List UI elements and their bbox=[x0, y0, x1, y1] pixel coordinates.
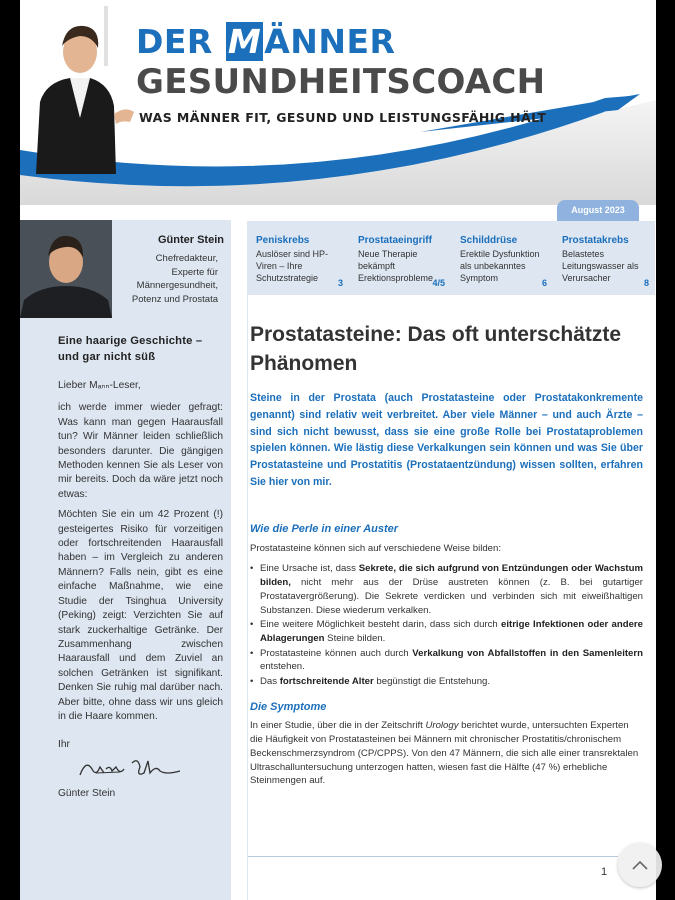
main-article bbox=[247, 295, 655, 900]
editorial-paragraph: ich werde immer wieder gefragt: Was kann man gegen Haarausfall tun? Wir Männer leiden schließlich besonders darunter. Die gängigen Methoden kennen Sie als Leser von mir bereits. Doch da wäre jetzt noch etwas: bbox=[58, 402, 223, 500]
topic-title: Prostatakrebs bbox=[562, 235, 629, 246]
section-heading: Die Symptome bbox=[250, 700, 327, 713]
topic-desc: Belastetes Leitungswasser als Verursacher bbox=[562, 249, 639, 283]
magazine-page bbox=[20, 0, 656, 900]
brand-tagline: WAS MÄNNER FIT, GESUND UND LEISTUNGSFÄHIG HÄLT bbox=[139, 110, 547, 125]
author-role: Chefredakteur, Experte für Männergesundheit, Potenz und Prostata bbox=[131, 253, 218, 305]
topic-desc: Erektile Dysfunktion als unbekanntes Symptom bbox=[460, 249, 540, 283]
section-paragraph: In einer Studie, über die in der Zeitschrift Urology berichtet wurde, untersuchten Experten die Häufigkeit von Prostatasteinen bei Männern mit chronischer Prostatitis/chronischem Beckenschmerzsyndrom (CP/CPPS). Von den 47 Männern, die sich alle einer transrektalen Ultraschalluntersuchung unterzogen hatten, wiesen fast die Hälfte (47 %) erhebliche Steinmengen auf. bbox=[250, 720, 639, 787]
topic-title: Peniskrebs bbox=[256, 235, 310, 246]
signature-image bbox=[76, 755, 186, 781]
topics-bar bbox=[247, 221, 655, 295]
section-heading: Wie die Perle in einer Auster bbox=[250, 523, 399, 535]
page-number: 1 bbox=[601, 866, 608, 878]
masthead bbox=[20, 0, 656, 205]
brand-m-logo: M bbox=[227, 22, 262, 61]
article-body bbox=[250, 523, 643, 795]
editorial-title: Eine haarige Geschichte – und gar nicht süß bbox=[58, 335, 203, 363]
list-item: • Eine Ursache ist, dass Sekrete, die sich aufgrund von Entzündungen oder Wachstum bilden, nicht mehr aus der Drüse austreten können (z. B. bei gutartiger Prostatavergrößerung). Die Sekrete verdicken und verbinden sich mit eiweißhaltigen Substanzen. Diese wiederum verkalken. bbox=[250, 562, 643, 617]
signature-name: Günter Stein bbox=[58, 787, 116, 799]
editorial-greeting: Lieber Mₐₙₙ-Leser, bbox=[58, 380, 141, 391]
author-photo bbox=[20, 220, 112, 318]
topic-item[interactable] bbox=[247, 221, 349, 295]
chevron-up-icon bbox=[631, 859, 649, 871]
list-item: • Eine weitere Möglichkeit besteht darin, dass sich durch eitrige Infektionen oder andere Ablagerungen Steine bilden. bbox=[250, 618, 643, 645]
editorial-sidebar bbox=[20, 220, 231, 900]
coach-photo bbox=[26, 6, 136, 174]
list-item: • Prostatasteine können auch durch Verkalkung von Abfallstoffen in den Samenleitern entstehen. bbox=[250, 647, 643, 674]
topic-desc: Auslöser sind HP-Viren – Ihre Schutzstrategie bbox=[256, 249, 329, 283]
topic-page: 4/5 bbox=[432, 278, 445, 288]
brand-title-line2: GESUNDHEITSCOACH bbox=[136, 62, 546, 102]
topic-item[interactable] bbox=[451, 221, 553, 295]
article-lead: Steine in der Prostata (auch Prostatasteine oder Prostatakonkremente genannt) sind relativ weit verbreitet. Aber viele Männer – und auch Ärzte – sind sich nicht bewusst, dass sie eine große Rolle bei Prostataproblemen spielen können. Wie lästig diese Verkalkungen sein können und was Sie über Prostatasteine und Prostatitis (Prostataentzündung) wissen sollten, erfahren Sie hier von mir. bbox=[250, 392, 643, 488]
section-intro: Prostatasteine können sich auf verschiedene Weise bilden: bbox=[250, 542, 502, 554]
article-title: Prostatasteine: Das oft unterschätzte Phänomen bbox=[250, 323, 622, 375]
editorial-text bbox=[58, 333, 223, 801]
list-item: • Das fortschreitende Alter begünstigt die Entstehung. bbox=[250, 675, 643, 689]
topic-page: 3 bbox=[337, 278, 343, 288]
author-name: Günter Stein bbox=[157, 234, 224, 246]
brand-title-line1: DER MÄNNER bbox=[136, 22, 396, 61]
footer-divider bbox=[248, 856, 618, 857]
topic-item[interactable] bbox=[553, 221, 655, 295]
topic-title: Prostataeingriff bbox=[358, 235, 432, 246]
topic-page: 8 bbox=[643, 278, 649, 288]
cause-list bbox=[250, 562, 643, 688]
editorial-paragraph: Möchten Sie ein um 42 Prozent (!) gesteigertes Risiko für vorzeitigen oder fortschreitenden Haarausfall haben – im Vergleich zu anderen Männern? Falls nein, gibt es eine einfache Maßnahme, wie eine Studie der Tsinghua University (Peking) zeigt: Verzichten Sie auf stark zuckerhaltige Getränke. Der Zusammenhang zwischen Haarausfall und dem Zuviel an solchen Getränken ist signifikant. Denken Sie ruhig mal darüber nach. Aber bitte, ohne dass wir uns gleich in die Haare kommen. bbox=[58, 509, 223, 722]
editorial-closing: Ihr bbox=[58, 739, 70, 751]
topic-desc: Neue Therapie bekämpft Erektionsprobleme bbox=[358, 249, 434, 283]
scroll-top-button[interactable] bbox=[618, 843, 662, 887]
topic-title: Schilddrüse bbox=[460, 235, 518, 246]
topic-page: 6 bbox=[541, 278, 547, 288]
issue-date-tab: August 2023 bbox=[557, 200, 639, 221]
topic-item[interactable] bbox=[349, 221, 451, 295]
